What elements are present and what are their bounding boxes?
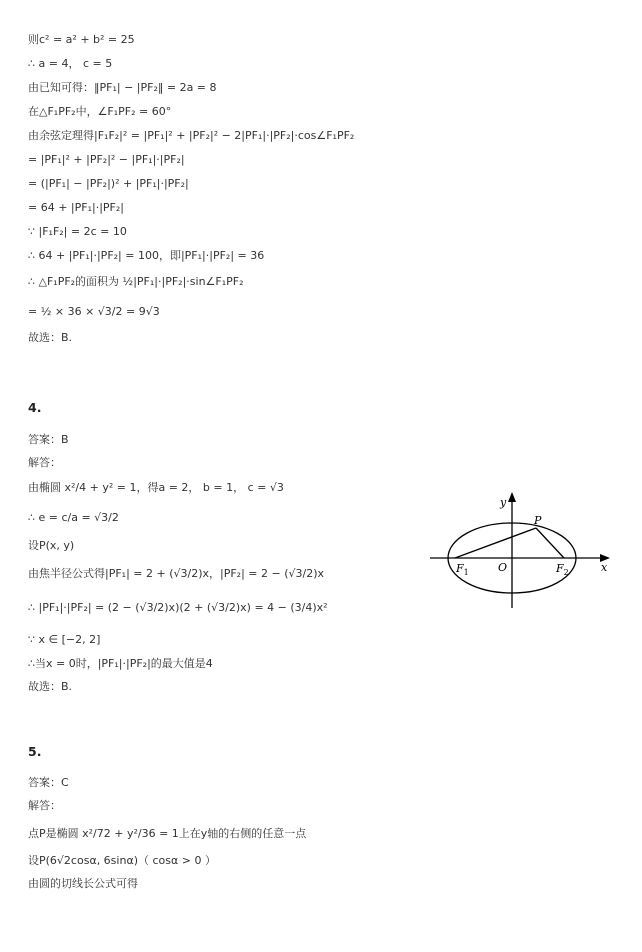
solution-line: 在△F₁PF₂中，∠F₁PF₂ = 60°: [28, 105, 172, 118]
solution-line: 设P(x, y): [28, 539, 75, 552]
analysis-label: 解答：: [28, 456, 61, 469]
x-axis-label: x: [601, 561, 608, 574]
solution-line: ∵ x ∈ [−2, 2]: [28, 633, 101, 646]
analysis-label: 解答：: [28, 799, 61, 812]
question-number: 4.: [28, 400, 42, 415]
y-axis-arrow: [508, 492, 516, 502]
solution-line: 由椭圆 x²/4 + y² = 1，得a = 2， b = 1， c = √3: [28, 481, 284, 494]
point-p-label: P: [534, 514, 542, 527]
conclusion-line: 故选：B.: [28, 680, 73, 693]
solution-line: = 64 + |PF₁|·|PF₂|: [28, 201, 124, 214]
focus-f2-label: $F_2$: [556, 562, 569, 577]
y-axis-label: y: [500, 496, 507, 509]
solution-line: ∴ a = 4， c = 5: [28, 57, 113, 70]
solution-line: 由余弦定理得|F₁F₂|² = |PF₁|² + |PF₂|² − 2|PF₁|·|PF₂|·cos∠F₁PF₂: [28, 129, 355, 142]
solution-line: ∴当x = 0时，|PF₁|·|PF₂|的最大值是4: [28, 657, 213, 670]
solution-line: 由已知可得：‖PF₁| − |PF₂‖ = 2a = 8: [28, 81, 217, 94]
solution-line: 设P(6√2cosα, 6sinα)（ cosα > 0 ）: [28, 854, 216, 867]
solution-line: ∴ |PF₁|·|PF₂| = (2 − (√3/2)x)(2 + (√3/2)x) = 4 − (3/4)x²: [28, 601, 328, 614]
answer-line: 答案：B: [28, 433, 69, 446]
ellipse-figure: [428, 492, 618, 617]
segment-pf2: [536, 528, 564, 558]
question-number: 5.: [28, 744, 42, 759]
origin-label: O: [498, 561, 508, 574]
solution-line: ∴ e = c/a = √3/2: [28, 511, 119, 524]
solution-line: 点P是椭圆 x²/72 + y²/36 = 1上在y轴的右侧的任意一点: [28, 827, 307, 840]
solution-line: = |PF₁|² + |PF₂|² − |PF₁|·|PF₂|: [28, 153, 185, 166]
solution-line: = (|PF₁| − |PF₂|)² + |PF₁|·|PF₂|: [28, 177, 189, 190]
solution-line: 则c² = a² + b² = 25: [28, 33, 135, 46]
solution-line: 由圆的切线长公式可得: [28, 877, 138, 890]
conclusion-line: 故选：B.: [28, 331, 73, 344]
answer-line: 答案：C: [28, 776, 69, 789]
solution-line: ∴ 64 + |PF₁|·|PF₂| = 100，即|PF₁|·|PF₂| = 36: [28, 249, 265, 262]
solution-line: 由焦半径公式得|PF₁| = 2 + (√3/2)x，|PF₂| = 2 − (√3/2)x: [28, 567, 325, 580]
focus-f1-label: $F_1$: [456, 562, 469, 577]
solution-line: ∴ △F₁PF₂的面积为 ½|PF₁|·|PF₂|·sin∠F₁PF₂: [28, 275, 244, 288]
solution-line: ∵ |F₁F₂| = 2c = 10: [28, 225, 127, 238]
solution-line: = ½ × 36 × √3/2 = 9√3: [28, 305, 160, 318]
